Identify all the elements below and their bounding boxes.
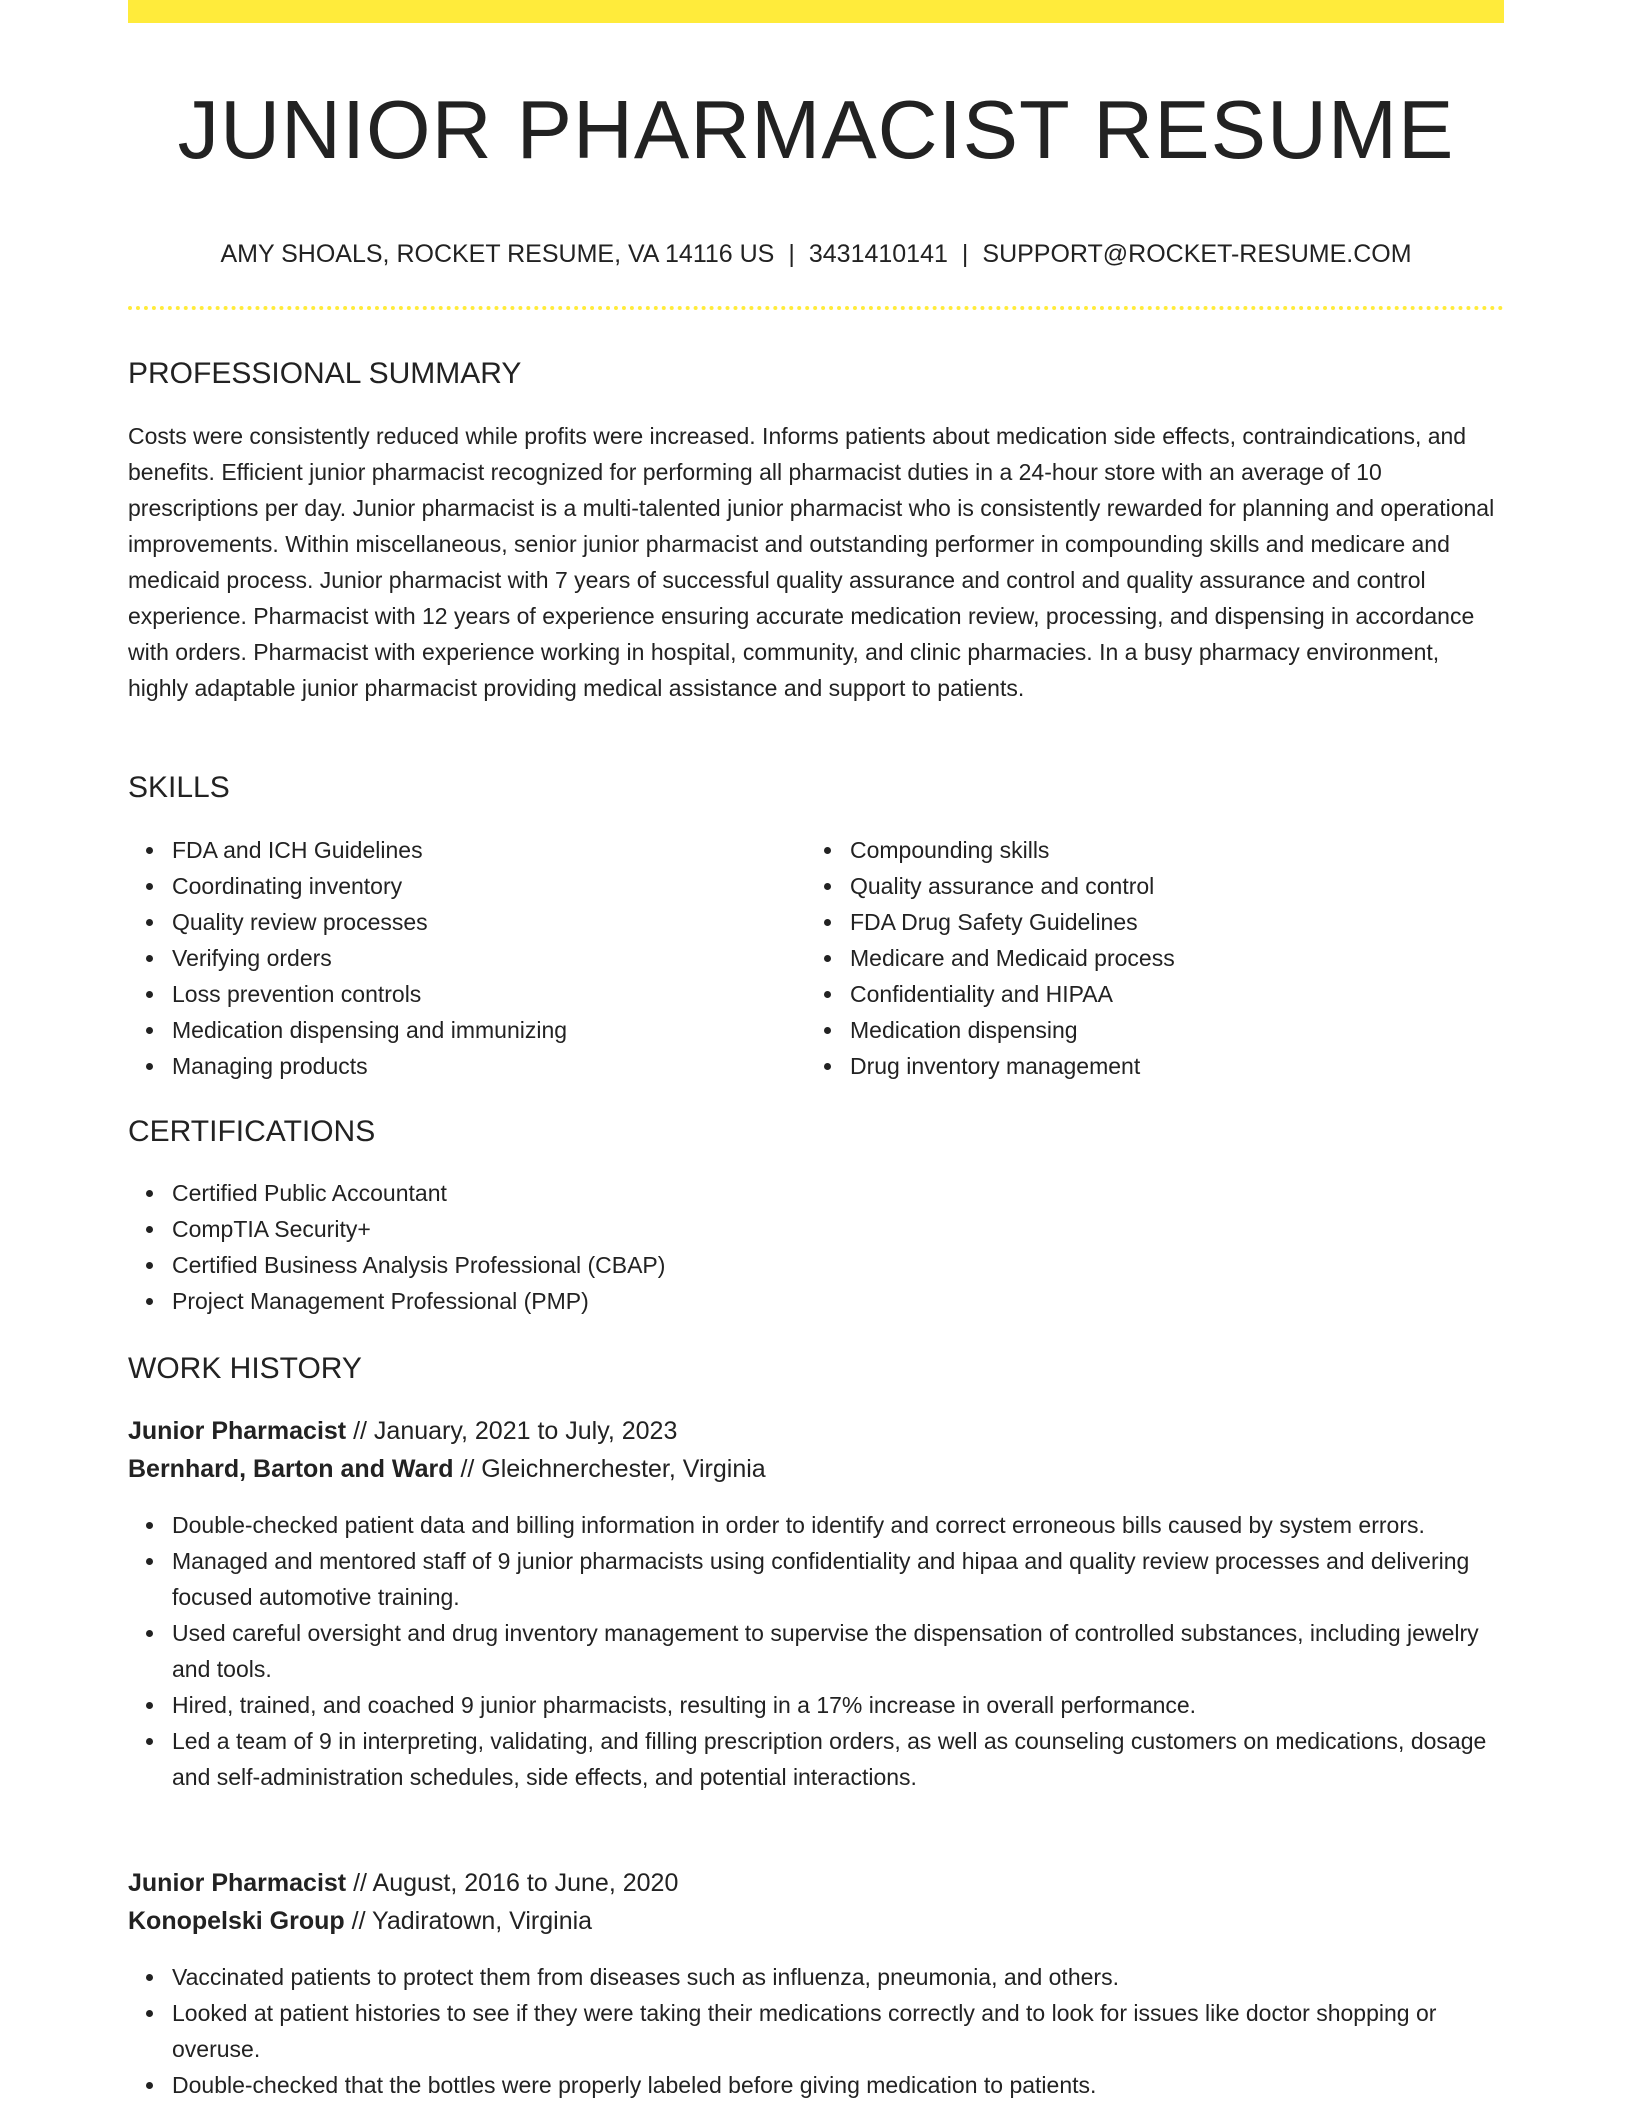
top-accent-bar: [128, 0, 1504, 23]
skill-item: Drug inventory management: [850, 1048, 1466, 1084]
job-duty-item: Hired, trained, and coached 9 junior pharmacists, resulting in a 17% increase in overall performance.: [172, 1687, 1504, 1723]
certification-item: CompTIA Security+: [172, 1211, 1504, 1247]
skills-left-column: [128, 832, 788, 1084]
job-title: Junior Pharmacist: [128, 1417, 347, 1445]
job-company: Bernhard, Barton and Ward: [128, 1455, 454, 1483]
job-company: Konopelski Group: [128, 1907, 345, 1935]
skill-item: Quality assurance and control: [850, 868, 1466, 904]
certifications-heading: CERTIFICATIONS: [128, 1115, 376, 1148]
job-company-line: [128, 1902, 1504, 1940]
job-duty-item: Managed and mentored staff of 9 junior pharmacists using confidentiality and hipaa and quality review processes and delivering focused automotive training.: [172, 1543, 1504, 1615]
job-duties: [128, 1959, 1504, 2103]
contact-email: SUPPORT@ROCKET-RESUME.COM: [982, 240, 1412, 268]
skill-item: Loss prevention controls: [172, 976, 788, 1012]
skill-item: Verifying orders: [172, 940, 788, 976]
certifications-list: [128, 1175, 1504, 1319]
skill-item: FDA Drug Safety Guidelines: [850, 904, 1466, 940]
dotted-divider: [128, 306, 1504, 310]
work-history-heading: WORK HISTORY: [128, 1352, 362, 1385]
skills-heading: SKILLS: [128, 771, 230, 804]
certification-item: Certified Public Accountant: [172, 1175, 1504, 1211]
job-title-line: [128, 1864, 1504, 1902]
summary-text: Costs were consistently reduced while profits were increased. Informs patients about medication side effects, contraindications, and benefits. Efficient junior pharmacist recognized for performing all pharmacist duties in a 24-hour store with an average of 10 prescriptions per day. Junior pharmacist is a multi-talented junior pharmacist who is consistently rewarded for planning and operational improvements. Within miscellaneous, senior junior pharmacist and outstanding performer in compounding skills and medicare and medicaid process. Junior pharmacist with 7 years of successful quality assurance and control and quality assurance and control experience. Pharmacist with 12 years of experience ensuring accurate medication review, processing, and dispensing in accordance with orders. Pharmacist with experience working in hospital, community, and clinic pharmacies. In a busy pharmacy environment, highly adaptable junior pharmacist providing medical assistance and support to patients.: [128, 423, 1495, 701]
job-company-line: [128, 1450, 1504, 1488]
job-duty-item: Led a team of 9 in interpreting, validating, and filling prescription orders, as well as counseling customers on medications, dosage and self-administration schedules, side effects, and potential interactions.: [172, 1723, 1504, 1795]
job-location: // Yadiratown, Virginia: [344, 1907, 593, 1935]
job-duties-list: [128, 1959, 1504, 2103]
job-title: Junior Pharmacist: [128, 1869, 347, 1897]
certifications-block: [128, 1175, 1504, 1319]
job-duty-item: Looked at patient histories to see if they were taking their medications correctly and to look for issues like doctor shopping or overuse.: [172, 1995, 1504, 2067]
contact-phone: 3431410141: [808, 240, 948, 268]
contact-separator: |: [961, 240, 969, 268]
job-dates: // January, 2021 to July, 2023: [346, 1417, 678, 1445]
contact-separator: |: [788, 240, 795, 268]
job-duties: [128, 1507, 1504, 1795]
job-duty-item: Used careful oversight and drug inventory management to supervise the dispensation of controlled substances, including jewelry and tools.: [172, 1615, 1504, 1687]
job-location: // Gleichnerchester, Virginia: [453, 1455, 766, 1483]
job-duty-item: Double-checked patient data and billing information in order to identify and correct erroneous bills caused by system errors.: [172, 1507, 1504, 1543]
skill-item: Quality review processes: [172, 904, 788, 940]
skill-item: Managing products: [172, 1048, 788, 1084]
job-duty-item: Double-checked that the bottles were properly labeled before giving medication to patients.: [172, 2067, 1504, 2103]
skill-item: Medication dispensing: [850, 1012, 1466, 1048]
contact-line: [128, 236, 1504, 272]
contact-address: AMY SHOALS, ROCKET RESUME, VA 14116 US: [220, 240, 775, 268]
skill-item: Confidentiality and HIPAA: [850, 976, 1466, 1012]
skills-left-list: [128, 832, 788, 1084]
page-title: JUNIOR PHARMACIST RESUME: [177, 83, 1455, 176]
certification-item: Certified Business Analysis Professional (CBAP): [172, 1247, 1504, 1283]
skill-item: Medicare and Medicaid process: [850, 940, 1466, 976]
skill-item: Coordinating inventory: [172, 868, 788, 904]
certification-item: Project Management Professional (PMP): [172, 1283, 1504, 1319]
skill-item: FDA and ICH Guidelines: [172, 832, 788, 868]
job-dates: // August, 2016 to June, 2020: [346, 1869, 679, 1897]
summary-heading: PROFESSIONAL SUMMARY: [128, 357, 522, 390]
job-duties-list: [128, 1507, 1504, 1795]
skill-item: Medication dispensing and immunizing: [172, 1012, 788, 1048]
job-title-line: [128, 1412, 1504, 1450]
job-duty-item: Vaccinated patients to protect them from diseases such as influenza, pneumonia, and others.: [172, 1959, 1504, 1995]
skill-item: Compounding skills: [850, 832, 1466, 868]
skills-right-list: [806, 832, 1466, 1084]
skills-right-column: [806, 832, 1466, 1084]
